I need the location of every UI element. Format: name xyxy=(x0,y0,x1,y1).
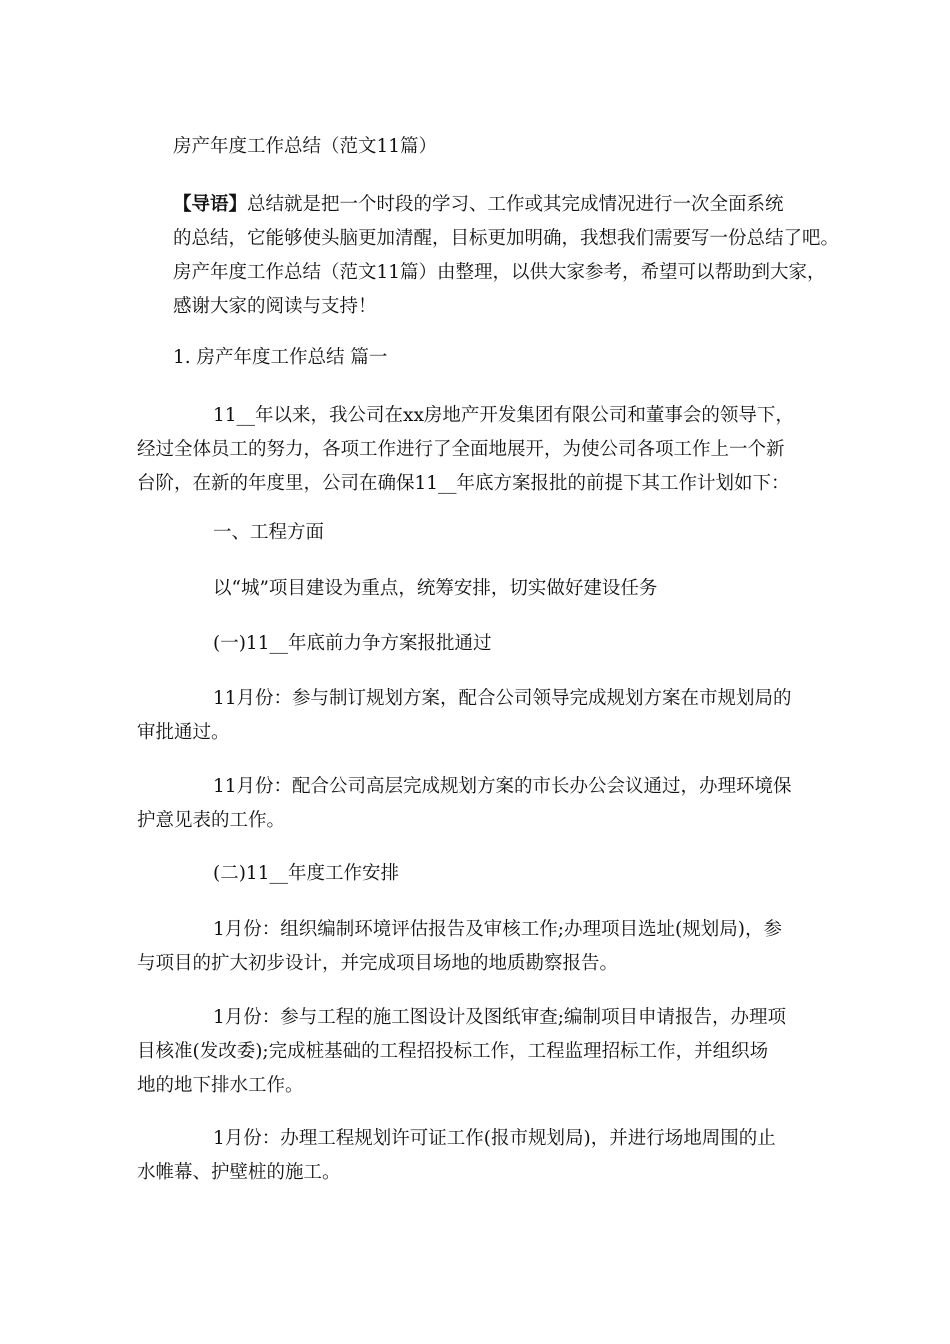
paragraph-1-line-3: 台阶，在新的年度里，公司在确保11__年底方案报批的前提下其工作计划如下： xyxy=(137,473,790,494)
paragraph-november-2-line-2: 护意见表的工作。 xyxy=(137,810,286,831)
paragraph-1-line-2: 经过全体员工的努力，各项工作进行了全面地展开，为使公司各项工作上一个新 xyxy=(137,439,785,460)
subheading-part-one: (一)11__年底前力争方案报批通过 xyxy=(213,633,492,654)
intro-line-1-text: 总结就是把一个时段的学习、工作或其完成情况进行一次全面系统 xyxy=(247,194,784,215)
paragraph-january-3-line-2: 水帷幕、护壁桩的施工。 xyxy=(137,1162,341,1183)
paragraph-january-1 xyxy=(137,913,817,981)
paragraph-january-3-line-1: 1月份：办理工程规划许可证工作(报市规划局)，并进行场地周围的止 xyxy=(213,1128,776,1149)
paragraph-january-3 xyxy=(137,1122,817,1190)
paragraph-january-2-line-2: 目核准(发改委);完成桩基础的工程招投标工作，工程监理招标工作，并组织场 xyxy=(137,1041,769,1062)
paragraph-january-1-line-1: 1月份：组织编制环境评估报告及审核工作;办理项目选址(规划局)，参 xyxy=(213,919,782,940)
paragraph-november-1 xyxy=(137,682,817,750)
intro-lead: 【导语】 xyxy=(173,194,248,215)
intro-line-2: 的总结，它能够使头脑更加清醒，目标更加明确，我想我们需要写一份总结了吧。 xyxy=(173,228,840,249)
paragraph-focus: 以“城”项目建设为重点，统筹安排，切实做好建设任务 xyxy=(213,578,658,599)
intro-line-4: 感谢大家的阅读与支持！ xyxy=(173,296,377,317)
subheading-engineering: 一、工程方面 xyxy=(213,522,325,543)
paragraph-january-2 xyxy=(137,1001,817,1103)
paragraph-november-2 xyxy=(137,770,817,838)
paragraph-november-1-line-1: 11月份：参与制订规划方案，配合公司领导完成规划方案在市规划局的 xyxy=(213,688,792,709)
document-title: 房产年度工作总结（范文11篇） xyxy=(173,136,438,157)
intro-line-1 xyxy=(173,188,784,222)
section-heading: 1. 房产年度工作总结 篇一 xyxy=(173,347,388,368)
paragraph-january-2-line-1: 1月份：参与工程的施工图设计及图纸审查;编制项目申请报告，办理项 xyxy=(213,1007,787,1028)
paragraph-january-2-line-3: 地的地下排水工作。 xyxy=(137,1075,304,1096)
intro-paragraph xyxy=(173,188,840,324)
intro-line-3: 房产年度工作总结（范文11篇）由整理，以供大家参考，希望可以帮助到大家， xyxy=(173,262,826,283)
paragraph-january-1-line-2: 与项目的扩大初步设计，并完成项目场地的地质勘察报告。 xyxy=(137,953,619,974)
subheading-part-two: (二)11__年度工作安排 xyxy=(213,863,399,884)
paragraph-1 xyxy=(137,399,817,501)
paragraph-november-2-line-1: 11月份：配合公司高层完成规划方案的市长办公会议通过，办理环境保 xyxy=(213,776,792,797)
paragraph-november-1-line-2: 审批通过。 xyxy=(137,722,230,743)
paragraph-1-line-1: 11__年以来，我公司在xx房地产开发集团有限公司和董事会的领导下， xyxy=(213,405,794,426)
